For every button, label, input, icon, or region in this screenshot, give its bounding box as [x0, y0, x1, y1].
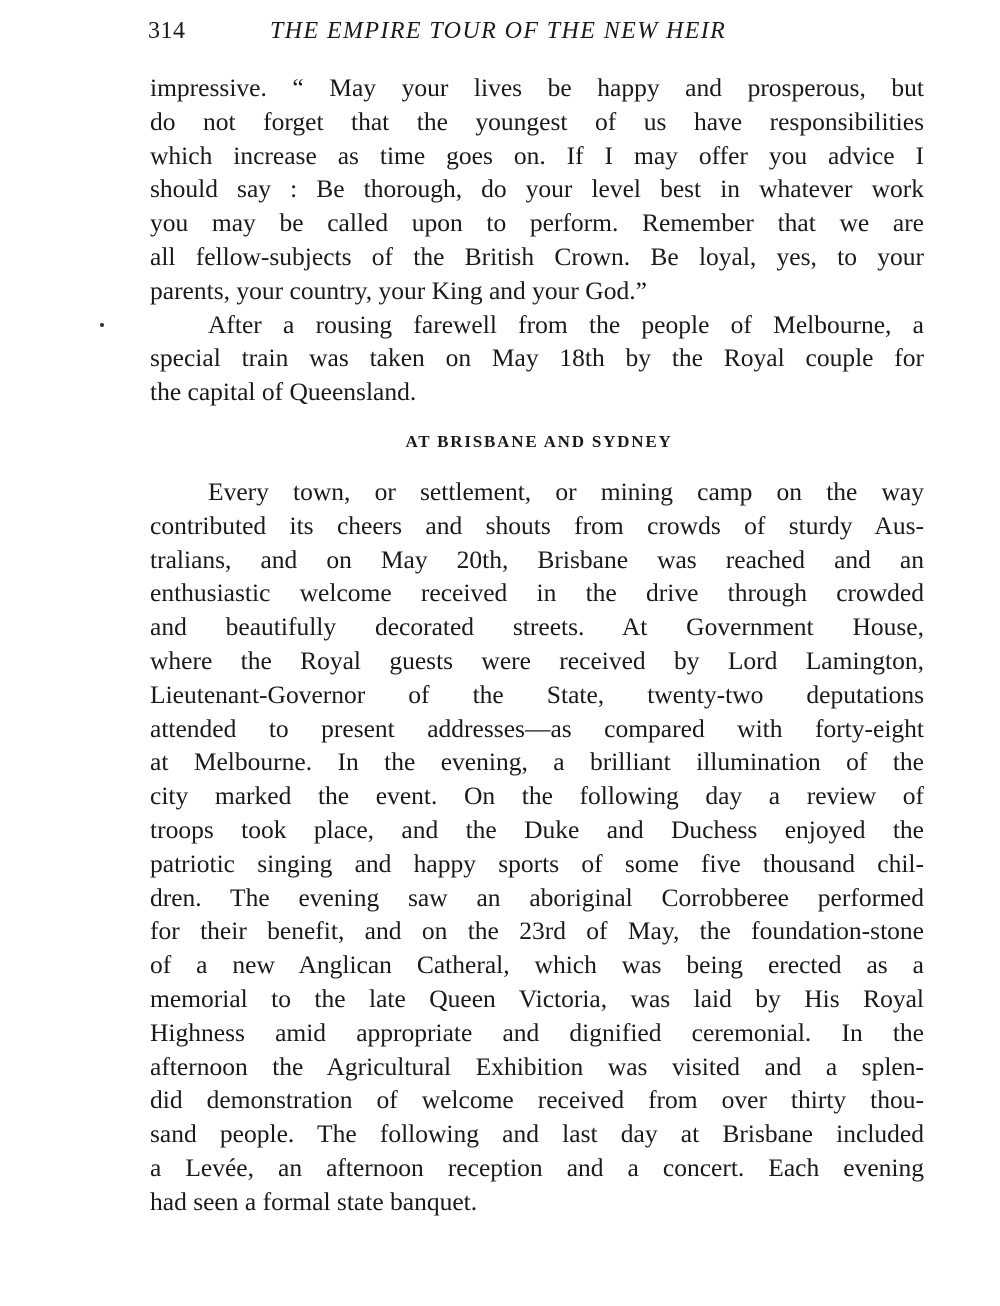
text-line: attended to present addresses—as compared with forty-eight	[150, 713, 924, 743]
text-line: should say : Be thorough, do your level best in whatever work	[150, 174, 924, 204]
running-head	[148, 18, 924, 50]
section-heading: AT BRISBANE AND SYDNEY	[405, 431, 673, 451]
text-line: special train was taken on May 18th by the Royal couple for	[150, 343, 924, 373]
text-line: contributed its cheers and shouts from crowds of sturdy Aus-	[150, 510, 924, 540]
text-line: troops took place, and the Duke and Duchess enjoyed the	[150, 814, 924, 844]
text-line: and beautifully decorated streets. At Government House,	[150, 612, 924, 642]
text-line: the capital of Queensland.	[150, 377, 417, 407]
text-line: Lieutenant-Governor of the State, twenty-two deputations	[150, 679, 924, 709]
paragraph-brisbane-visit	[150, 475, 924, 1219]
text-line: a Levée, an afternoon reception and a concert. Each evening	[150, 1152, 924, 1182]
running-title: THE EMPIRE TOUR OF THE NEW HEIR	[270, 18, 727, 44]
margin-mark	[100, 323, 104, 327]
text-line: all fellow-subjects of the British Crown. Be loyal, yes, to your	[150, 241, 924, 271]
text-line: at Melbourne. In the evening, a brilliant illumination of the	[150, 747, 924, 777]
text-line: afternoon the Agricultural Exhibition was visited and a splen-	[150, 1051, 924, 1081]
text-line: where the Royal guests were received by Lord Lamington,	[150, 645, 924, 675]
text-line: of a new Anglican Catheral, which was being erected as a	[150, 950, 924, 980]
text-line: had seen a formal state banquet.	[150, 1186, 478, 1216]
text-line: do not forget that the youngest of us have responsibilities	[150, 106, 924, 136]
page-number: 314	[148, 18, 186, 44]
text-line: impressive. “ May your lives be happy and prosperous, but	[150, 73, 924, 102]
text-line: parents, your country, your King and your God.”	[150, 275, 647, 305]
text-line: Every town, or settlement, or mining camp on the way	[208, 476, 924, 506]
text-line: memorial to the late Queen Victoria, was laid by His Royal	[150, 983, 924, 1013]
text-line: After a rousing farewell from the people of Melbourne, a	[208, 309, 924, 339]
text-line: for their benefit, and on the 23rd of May, the foundation-stone	[150, 916, 924, 946]
text-line: sand people. The following and last day at Brisbane included	[150, 1119, 924, 1149]
text-line: patriotic singing and happy sports of some five thousand chil-	[150, 848, 924, 878]
paragraph-melbourne-farewell	[150, 308, 924, 409]
paragraph-quote-continuation	[150, 71, 924, 308]
text-line: dren. The evening saw an aboriginal Corrobberee performed	[150, 882, 924, 912]
text-line: Highness amid appropriate and dignified ceremonial. In the	[150, 1017, 924, 1047]
text-line: you may be called upon to perform. Remember that we are	[150, 208, 924, 238]
text-line: city marked the event. On the following day a review of	[150, 781, 924, 811]
text-line: tralians, and on May 20th, Brisbane was reached and an	[150, 544, 924, 574]
body-text	[150, 71, 924, 1219]
text-line: enthusiastic welcome received in the drive through crowded	[150, 578, 924, 608]
text-line: which increase as time goes on. If I may offer you advice I	[150, 140, 924, 170]
text-line: did demonstration of welcome received from over thirty thou-	[150, 1085, 924, 1115]
